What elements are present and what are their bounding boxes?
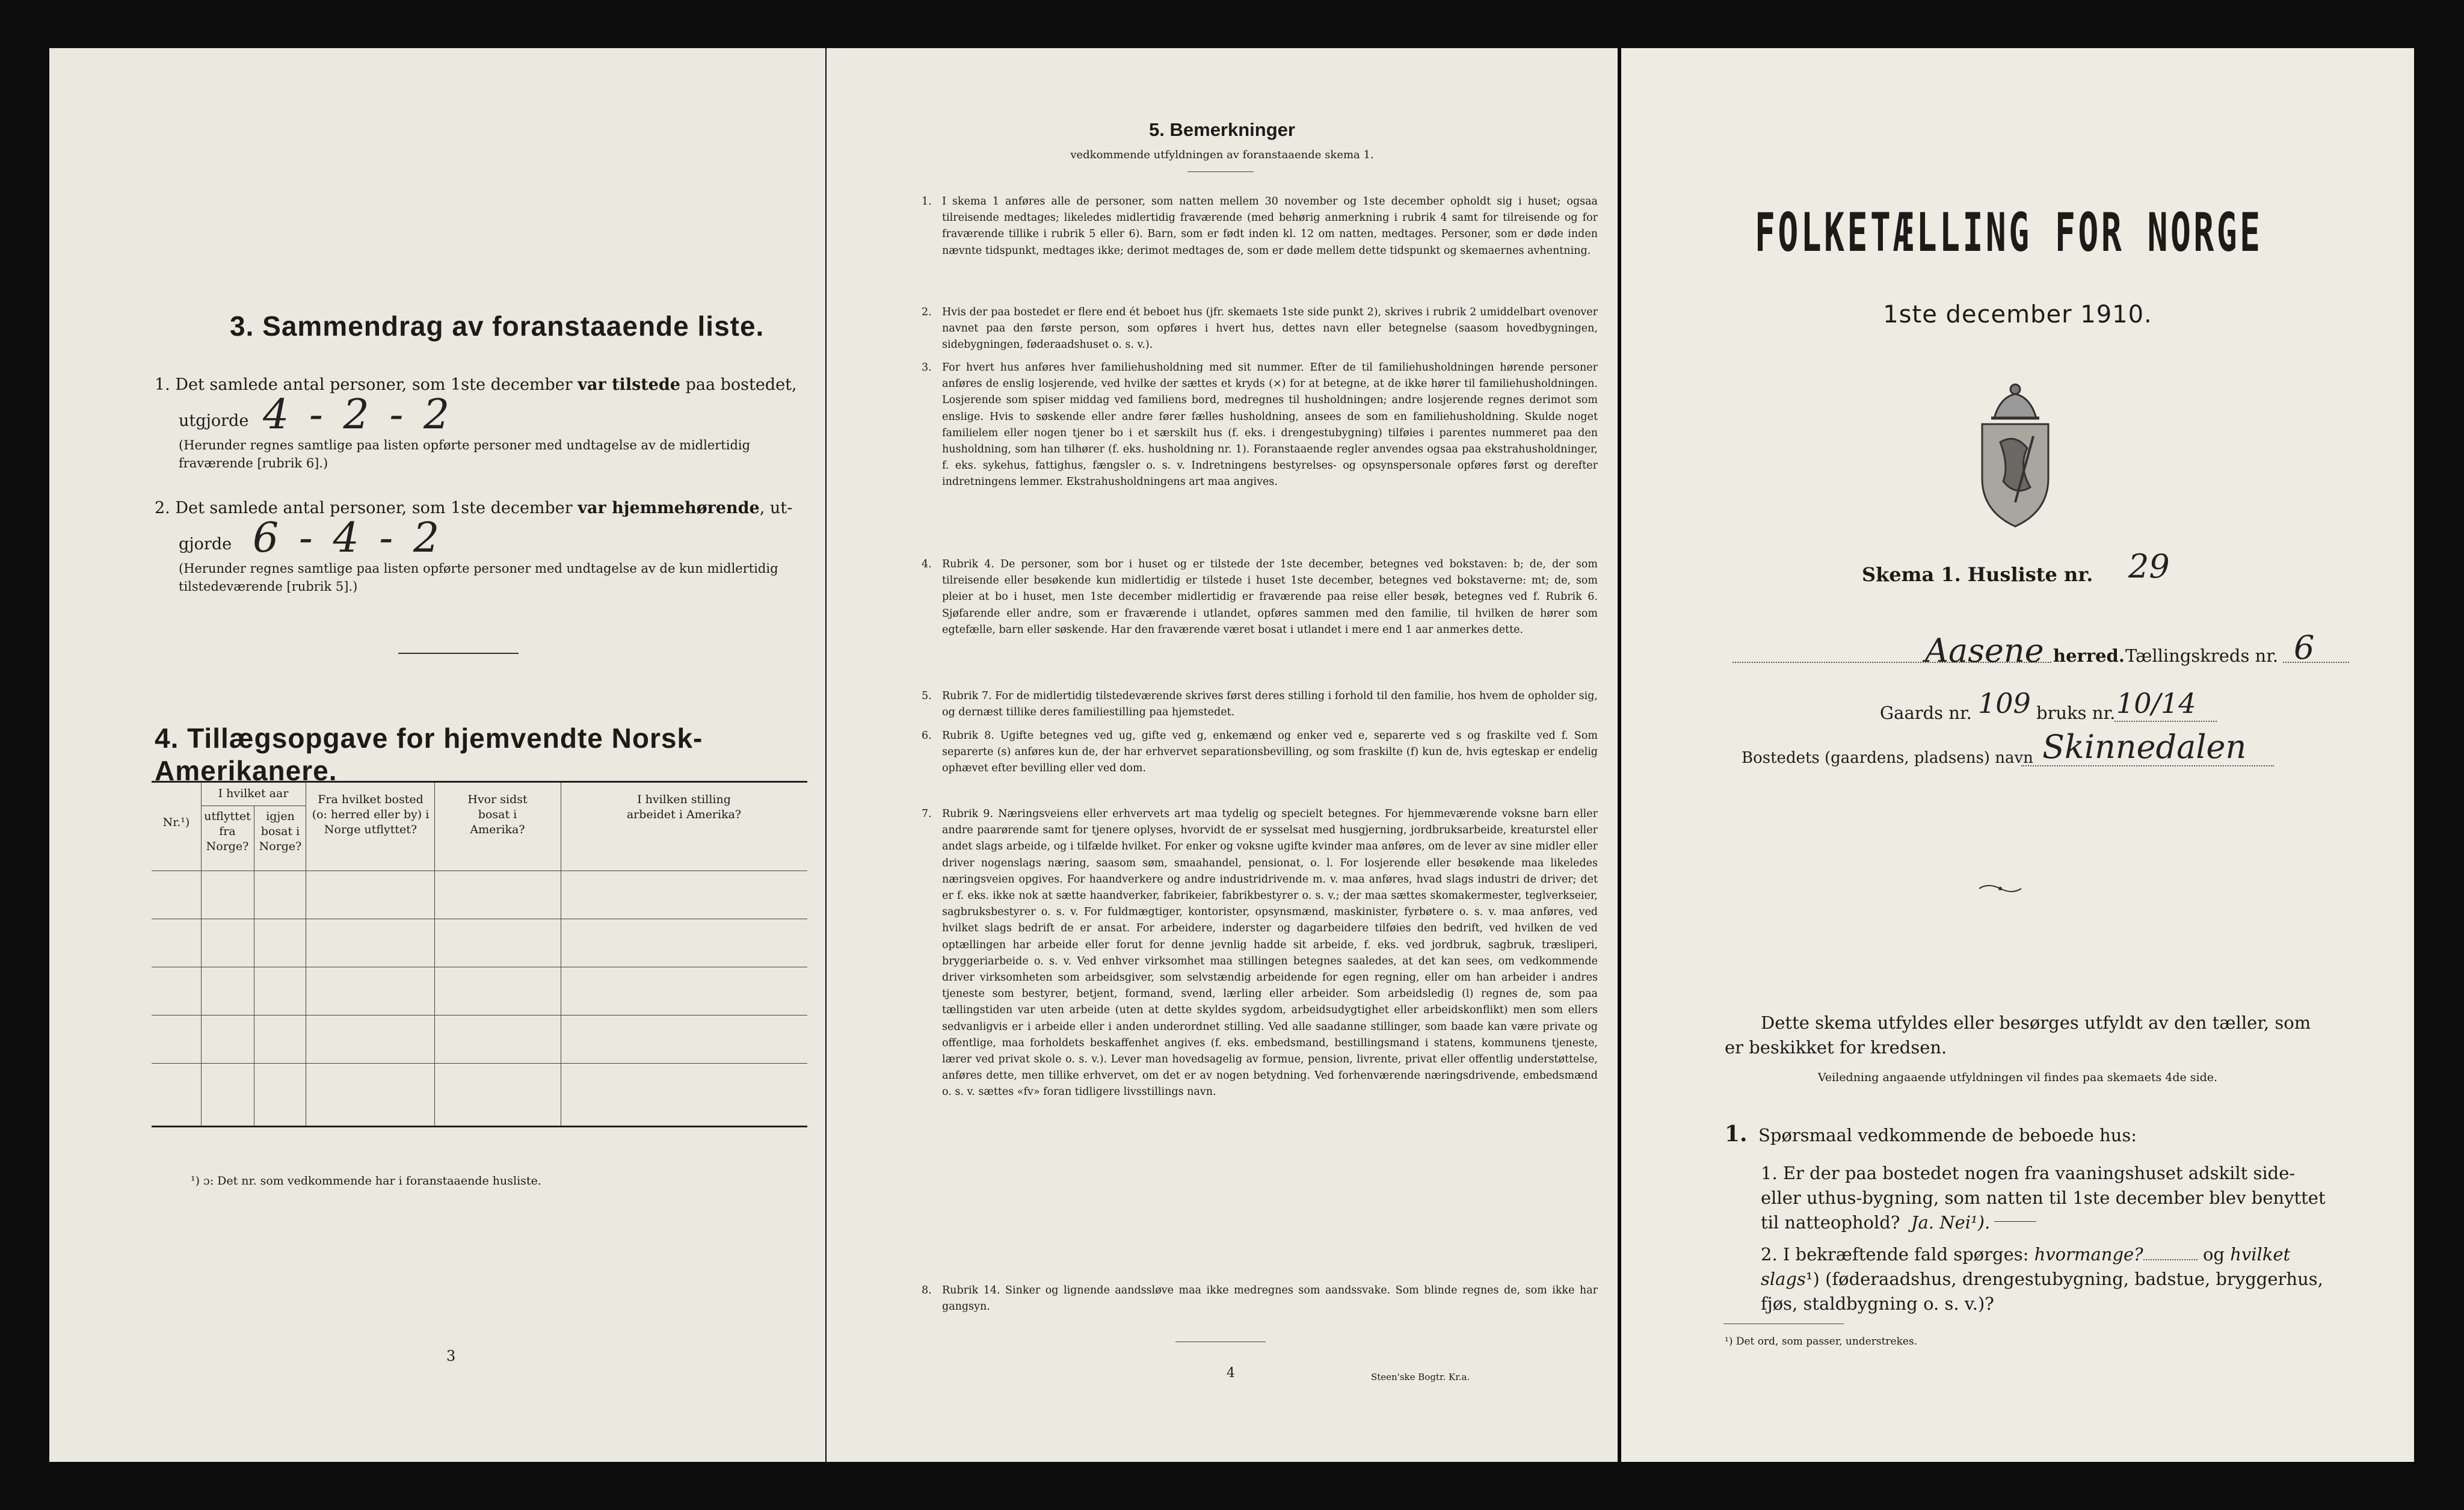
remarks-subheading: vedkommende utfyldningen av foranstaaende skema 1.: [1070, 149, 1374, 161]
hjemmehorende-count-handwritten: 6 - 4 - 2: [253, 514, 443, 562]
husliste-nr-handwritten: 29: [2128, 547, 2170, 585]
q1-options: Ja. Nei¹).: [1911, 1212, 1991, 1233]
remark-8: 8. Rubrik 14. Sinker og lignende aandssløve maa ikke medregnes som aandssvake. Som blinde regnes de, som ikke har gangsyn.: [922, 1284, 1598, 1313]
kreds-handwritten: 6: [2294, 629, 2315, 667]
remark-7: 7. Rubrik 9. Næringsveiens eller erhvervets art maa tydelig og specielt betegnes. For hjemmeværende voksne barn eller andre paarørende samt for tjenere oplyses, hvorvidt de er sysselsat med husgjerning, jordbruksarbeide, kreaturstel eller andet slags arbeide, og i tilfælde hvilket. For enker og voksne ugifte kvinder maa anføres, om de lever av sine midler eller driver nogenslags næring, saasom søm, smaahandel, pensionat, o. l. For losjerende eller besøkende maa likeledes næringsveien opgives. For haandverkere og andre industridrivende m. v. maa anføres, hvad slags industri de driver; det er f. eks. ikke nok at sætte haandverker, fabrikeier, fabrikbestyrer o. s. v.; der maa sættes skomakermester, teglverkseier, sagbruksbestyrer o. s. v. For fuldmægtiger, kontorister, opsynsmænd, maskinister, fyrbøtere o. s. v. maa anføres, ved hvilket slags bedrift de er ansat. For arbeidere, inderster og dagarbeidere tilføies den bedrift, ved hvilken de ved optællingen har arbeide eller forut for denne jevnlig hadde sit arbeide, f. eks. ved jordbruk, sagbruk, træsliperi, bryggeriarbeide o. s. v. Ved enhver virksomhet maa stillingen betegnes saaledes, at det kan sees, om vedkommende driver virksomheten som arbeidsgiver, som selvstændig arbeidende for egen regning, eller om han arbeider i andres tjeneste som bestyrer, betjent, formand, svend, lærling eller arbeider. Som arbeidsledig (l) regnes de, som paa tællingstiden var uten arbeide (uten at dette skyldes sygdom, arbeidsudygtighet eller arbeidskonflikt) men som ellers sedvanligvis er i arbeide eller i anden underordnet stilling. Ved alle saadanne stillinger, som baade kan være private og offentlige, maa forholdets beskaffenhet angives (f. eks. embedsmand, bestillingsmand i statens, kommunens tjeneste, lærer ved privat skole o. s. v.). Lever man hovedsagelig av formue, pension, livrente, privat eller offentlig understøttelse, anføres dette, men tillike erhvervet, om det er av nogen betydning. Ved forhenværende næringsdrivende, embedsmænd o. s. v. sættes «fv» foran tidligere livsstillings navn.: [922, 808, 1598, 1099]
summary-item-2: 2. Det samlede antal personer, som 1ste december var hjemmehørende, ut-: [155, 499, 793, 517]
remark-1: 1. I skema 1 anføres alle de personer, som natten mellem 30 november og 1ste december opholdt sig i huset; ogsaa tilreisende medtages; likeledes midlertidig fraværende (med behørig anmerkning i rubrik 4 samt for tilreisende og for fraværende tillike i rubrik 5 eller 6). Barn, som er født inden kl. 12 om natten, medtages. Personer, som er døde inden nævnte tidspunkt, medtages ikke; derimot medtages de, som er døde mellem dette tidspunkt og skemaernes avhentning.: [922, 196, 1598, 257]
herred-label: herred.: [2053, 646, 2125, 666]
bruks-label: bruks nr.: [2036, 703, 2116, 723]
left-page: [49, 48, 825, 1462]
question-2: 2. I bekræftende fald spørges: hvormange? og hvilket slags¹) (føderaadshus, drengestubygning, badstue, bryggerhus, fjøs, staldbygning o. s. v.)?: [1761, 1244, 2323, 1314]
middle-page: [827, 48, 1618, 1462]
summary-item-1: 1. Det samlede antal personer, som 1ste december var tilstede paa bostedet,: [155, 375, 797, 394]
table-footnote: ¹) ɔ: Det nr. som vedkommende har i foranstaaende husliste.: [191, 1174, 541, 1188]
summary-item-2-note: (Herunder regnes samtlige paa listen opførte personer med undtagelse av de kun midlertidig tilstedeværende [rubrik 5].): [179, 561, 778, 594]
guide-note: Veiledning angaaende utfyldningen vil findes paa skemaets 4de side.: [1817, 1071, 2218, 1084]
page-number-3: 3: [446, 1348, 456, 1364]
summary-item-1-note: (Herunder regnes samtlige paa listen opførte personer med undtagelse av de midlertidig fraværende [rubrik 6].): [179, 438, 751, 470]
remark-4: 4. Rubrik 4. De personer, som bor i huset og er tilstede der 1ste december, betegnes ved bokstaven: b; de, der som tilreisende eller besøkende kun midlertidig er tilstede i huset 1ste december, betegnes ved bokstaverne: mt; de, som pleier at bo i huset, men 1ste december midlertidig er fraværende paa reise eller besøk, betegnes ved f. Rubrik 6. Sjøfarende eller andre, som er fraværende i utlandet, opføres sammen med den familie, til hvilken de hører som egtefælle, barn eller søskende. Har den fraværende været bosat i utlandet i mere end 1 aar anmerkes dette.: [922, 558, 1598, 636]
kreds-label: Tællingskreds nr.: [2125, 646, 2279, 666]
question-heading: 1. Spørsmaal vedkommende de beboede hus:: [1725, 1121, 2137, 1147]
question-1: 1. Er der paa bostedet nogen fra vaaningshuset adskilt side- eller uthus-bygning, som natten til 1ste december blev benyttet til natteophold? Ja. Nei¹).: [1761, 1163, 2326, 1233]
census-title: FOLKETÆLLING FOR NORGE: [1755, 202, 2263, 263]
remark-5: 5. Rubrik 7. For de midlertidig tilstedeværende skrives først deres stilling i forhold til den familie, hos hvem de opholder sig, og dernæst tillike deres familiestilling paa hjemstedet.: [922, 690, 1598, 719]
right-footnote: ¹) Det ord, som passer, understrekes.: [1725, 1336, 1918, 1348]
divider: [398, 653, 519, 654]
right-page: [1621, 48, 2414, 1462]
col-occupation: I hvilken stilling arbeidet i Amerika?: [626, 793, 742, 821]
bosted-handwritten: Skinnedalen: [2042, 728, 2247, 766]
remark-3: 3. For hvert hus anføres hver familiehusholdning med sit nummer. Efter de til familiehusholdningen hørende personer anføres de enslig losjerende, ved hvilke der sættes et kryds (×) for at betegne, at de ikke hører til familiehusholdningen. Losjerende som spiser middag ved familiens bord, medregnes til husholdningen; andre losjerende regnes derimot som enslige. Hvis to søskende eller andre fører fælles husholdning, ansees de som en familiehusholdning. Skulde noget familielem eller nogen tjener bo i et særskilt hus (f. eks. i drengestubygning) tilføies i parentes nummeret paa den husholdning, som han tilhører (f. eks. husholdning nr. 1). Foranstaaende regler anvendes ogsaa paa ekstrahusholdninger, f. eks. sykehus, fattighus, fængsler o. s. v. Indretningens bestyrelses- og opsynspersonale opføres først og derefter indretningens lemmer. Ekstrahusholdningens art maa angives.: [922, 362, 1598, 488]
col-returned: igjen bosat i Norge?: [259, 810, 302, 853]
norsk-amerikanere-table: [152, 781, 807, 1127]
census-date: 1ste december 1910.: [1883, 301, 2152, 328]
tilstede-count-handwritten: 4 - 2 - 2: [263, 391, 454, 439]
intro-text: Dette skema utfyldes eller besørges utfyldt av den tæller, som er beskikket for kredsen.: [1725, 1012, 2311, 1058]
remark-2: 2. Hvis der paa bostedet er flere end ét beboet hus (jfr. skemaets 1ste side punkt 2), skrives i rubrik 2 umiddelbart ovenover navnet paa den første person, som opføres i hvert hus, dettes navn eller betegnelse (saasom hovedbygningen, sidebygningen, føderaadshuset o. s. v.).: [922, 306, 1598, 351]
herred-handwritten: Aasene: [1925, 632, 2044, 670]
summary-heading: 3. Sammendrag av foranstaaende liste.: [230, 310, 765, 342]
page-number-4: 4: [1227, 1366, 1235, 1381]
summary-item-1-label: utgjorde: [179, 411, 249, 430]
col-group-year: I hvilket aar: [218, 787, 289, 800]
summary-item-2-label: gjorde: [179, 535, 232, 553]
col-from-where: Fra hvilket bosted (o: herred eller by) i Norge utflyttet?: [312, 793, 430, 836]
gaards-label: Gaards nr.: [1880, 703, 1972, 723]
col-emigrated: utflyttet fra Norge?: [204, 810, 251, 853]
ornament-icon: [1976, 881, 2024, 896]
schema-label: Skema 1. Husliste nr.: [1862, 563, 2093, 586]
remark-6: 6. Rubrik 8. Ugifte betegnes ved ug, gifte ved g, enkemænd og enker ved e, separerte ved s og fraskilte ved f. Som separerte (s) anføres kun de, der har erhvervet separationsbevilling, og som fraskilte (f) kun de, hvis egteskap er endelig ophævet efter bevilling eller ved dom.: [922, 730, 1598, 775]
supplement-heading: 4. Tillægsopgave for hjemvendte Norsk-Amerikanere.: [155, 723, 703, 786]
remarks-heading: 5. Bemerkninger: [1149, 119, 1295, 140]
col-nr: Nr.¹): [162, 816, 190, 829]
printer-mark: Steen'ske Bogtr. Kr.a.: [1371, 1372, 1470, 1382]
bruks-handwritten: 10/14: [2116, 687, 2196, 720]
bosted-field: [2021, 765, 2274, 766]
coat-of-arms-icon: [1958, 376, 2072, 532]
bosted-label: Bostedets (gaardens, pladsens) navn: [1742, 749, 2033, 767]
gaards-handwritten: 109: [1978, 687, 2031, 720]
divider: [1187, 171, 1254, 172]
col-last-residence: Hvor sidst bosat i Amerika?: [467, 793, 528, 836]
